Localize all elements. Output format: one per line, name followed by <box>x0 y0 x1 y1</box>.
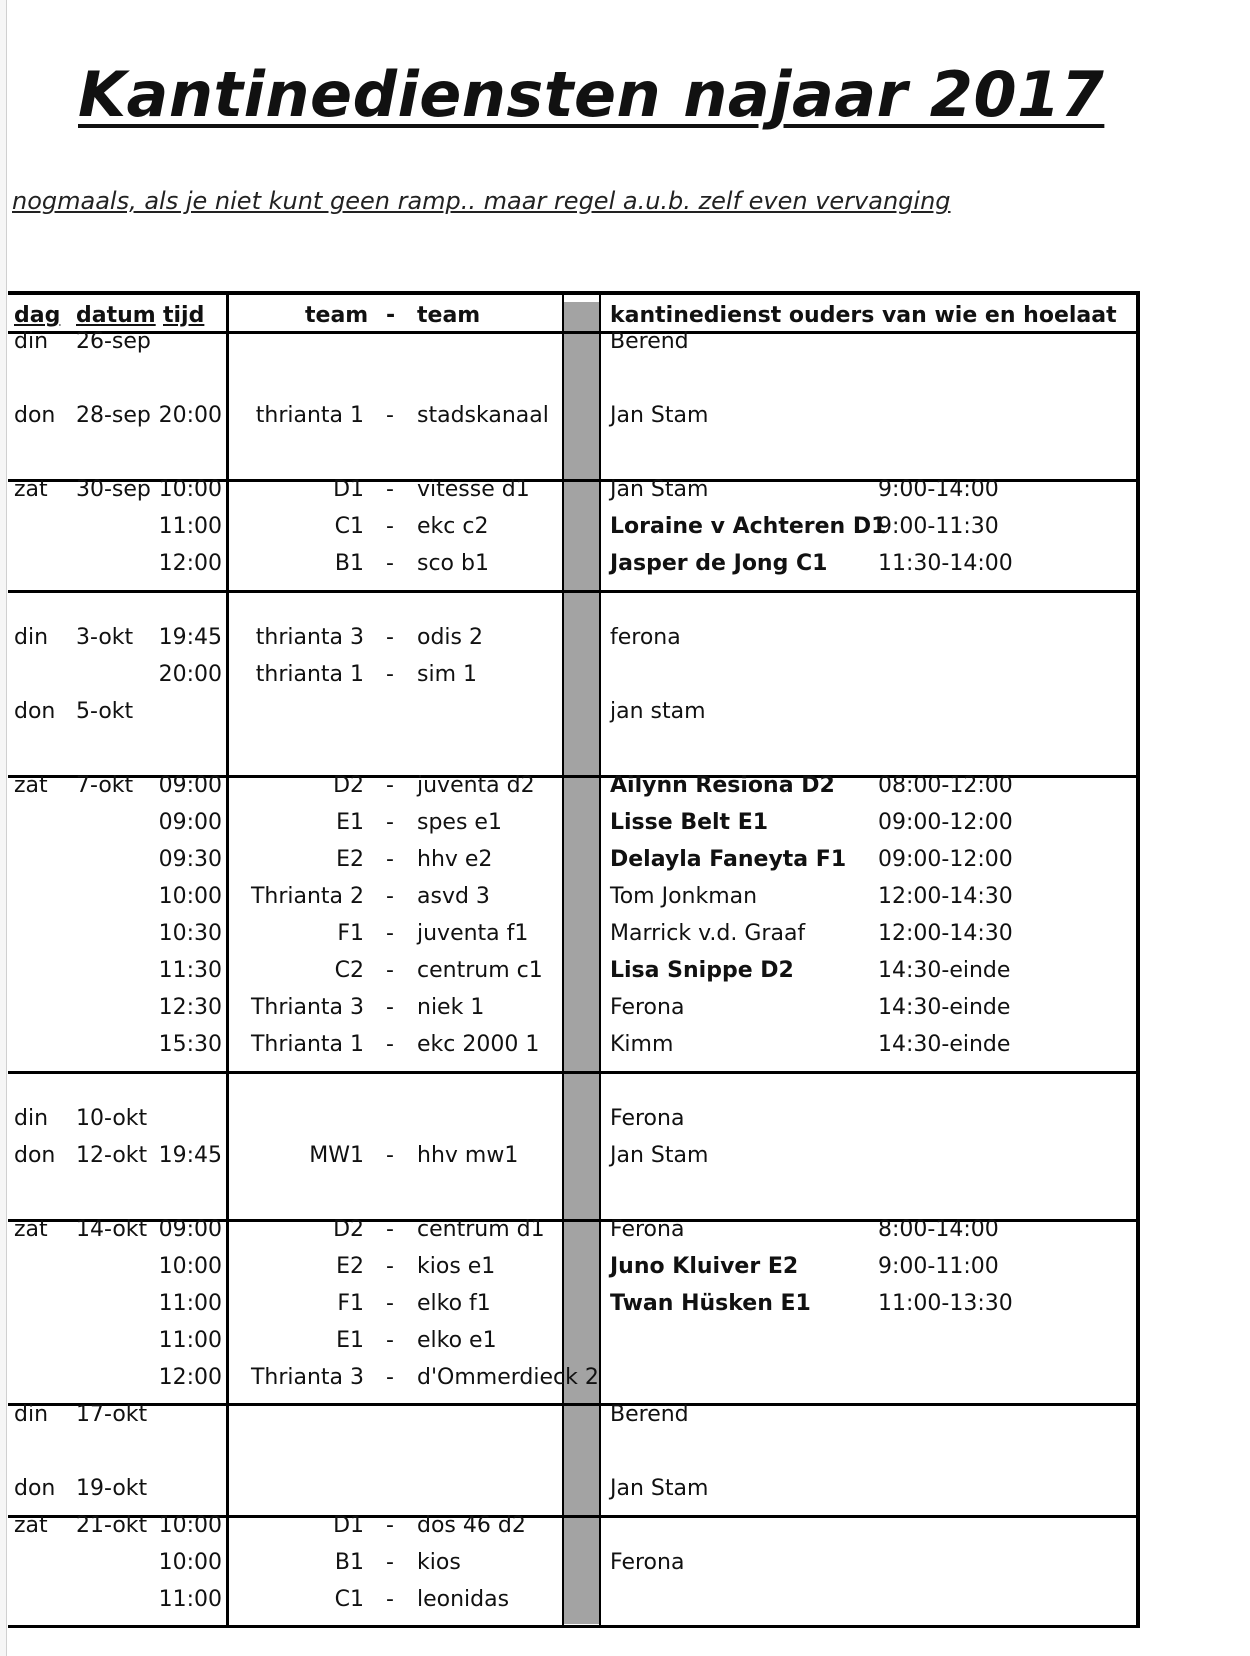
cell-team-home: E1 <box>336 810 364 835</box>
cell-dash: - <box>386 1328 394 1353</box>
cell-kantine-person: Jan Stam <box>610 1143 709 1168</box>
cell-kantine-person: Jan Stam <box>610 1476 709 1501</box>
cell-dash: - <box>386 1513 394 1538</box>
cell-dag: din <box>14 625 49 650</box>
cell-dash: - <box>386 810 394 835</box>
cell-dash: - <box>386 551 394 576</box>
cell-kantine-person: Jan Stam <box>610 403 709 428</box>
cell-kantine-person: Ferona <box>610 1217 685 1242</box>
cell-dash: - <box>386 995 394 1020</box>
cell-dash: - <box>386 514 394 539</box>
cell-kantine-time: 9:00-11:30 <box>878 514 999 539</box>
cell-team-away: hhv e2 <box>417 847 493 872</box>
cell-dag: don <box>14 1143 56 1168</box>
cell-team-home: E1 <box>336 1328 364 1353</box>
table-top-border <box>8 291 1140 295</box>
cell-team-away: stadskanaal <box>417 403 549 428</box>
cell-tijd: 10:00 <box>158 477 222 502</box>
cell-kantine-person: Twan Hüsken E1 <box>610 1291 811 1316</box>
cell-kantine-person: Loraine v Achteren D1 <box>610 514 887 539</box>
cell-team-home: thrianta 1 <box>255 662 364 687</box>
cell-team-away: centrum d1 <box>417 1217 545 1242</box>
header-dag: dag <box>14 303 61 328</box>
cell-datum: 30-sep <box>76 477 151 502</box>
cell-team-away: sim 1 <box>417 662 477 687</box>
cell-datum: 17-okt <box>76 1402 148 1427</box>
gray-separator-column <box>564 302 599 1624</box>
cell-kantine-person: ferona <box>610 625 681 650</box>
cell-dag: zat <box>14 477 48 502</box>
cell-team-home: D1 <box>333 1513 364 1538</box>
header-kantinedienst: kantinedienst ouders van wie en hoelaat <box>610 303 1117 328</box>
cell-datum: 10-okt <box>76 1106 148 1131</box>
cell-team-home: thrianta 1 <box>255 403 364 428</box>
cell-team-away: leonidas <box>417 1587 510 1612</box>
header-tijd: tijd <box>163 303 205 328</box>
cell-team-home: C1 <box>334 1587 364 1612</box>
cell-team-away: kios <box>417 1550 461 1575</box>
cell-dash: - <box>386 1365 394 1390</box>
group-divider <box>8 1403 1140 1406</box>
cell-team-home: Thrianta 3 <box>250 995 364 1020</box>
cell-tijd: 12:00 <box>158 551 222 576</box>
cell-kantine-time: 14:30-einde <box>878 958 1011 983</box>
cell-team-home: MW1 <box>309 1143 364 1168</box>
cell-dash: - <box>386 1587 394 1612</box>
cell-team-away: odis 2 <box>417 625 483 650</box>
cell-team-away: ekc 2000 1 <box>417 1032 540 1057</box>
cell-kantine-time: 12:00-14:30 <box>878 884 1013 909</box>
cell-dag: don <box>14 1476 56 1501</box>
cell-tijd: 10:30 <box>158 921 222 946</box>
cell-kantine-person: Berend <box>610 329 689 354</box>
cell-datum: 7-okt <box>76 773 134 798</box>
cell-tijd: 10:00 <box>158 1513 222 1538</box>
cell-kantine-person: Ferona <box>610 1550 685 1575</box>
group-divider <box>8 1071 1140 1074</box>
cell-kantine-time: 08:00-12:00 <box>878 773 1013 798</box>
cell-kantine-time: 8:00-14:00 <box>878 1217 999 1242</box>
cell-team-home: D1 <box>333 477 364 502</box>
cell-team-away: asvd 3 <box>417 884 490 909</box>
cell-datum: 26-sep <box>76 329 151 354</box>
cell-kantine-person: Marrick v.d. Graaf <box>610 921 806 946</box>
cell-tijd: 20:00 <box>158 662 222 687</box>
cell-kantine-time: 9:00-11:00 <box>878 1254 999 1279</box>
cell-datum: 12-okt <box>76 1143 148 1168</box>
cell-kantine-person: jan stam <box>610 699 706 724</box>
cell-dash: - <box>386 403 394 428</box>
cell-dash: - <box>386 1217 394 1242</box>
cell-dash: - <box>386 847 394 872</box>
cell-team-away: d'Ommerdieck 2 <box>417 1365 599 1390</box>
cell-team-home: Thrianta 3 <box>250 1365 364 1390</box>
cell-tijd: 19:45 <box>158 1143 222 1168</box>
cell-kantine-person: Ferona <box>610 1106 685 1131</box>
page-subtitle: nogmaals, als je niet kunt geen ramp.. maar regel a.u.b. zelf even vervanging <box>12 187 951 215</box>
cell-tijd: 11:00 <box>158 1587 222 1612</box>
cell-tijd: 11:00 <box>158 514 222 539</box>
cell-tijd: 12:30 <box>158 995 222 1020</box>
cell-tijd: 09:00 <box>158 810 222 835</box>
cell-tijd: 15:30 <box>158 1032 222 1057</box>
cell-team-home: E2 <box>336 1254 364 1279</box>
cell-kantine-time: 14:30-einde <box>878 995 1011 1020</box>
cell-tijd: 10:00 <box>158 1550 222 1575</box>
cell-dag: zat <box>14 773 48 798</box>
cell-kantine-person: Delayla Faneyta F1 <box>610 847 847 872</box>
cell-datum: 5-okt <box>76 699 134 724</box>
cell-kantine-person: Lisa Snippe D2 <box>610 958 794 983</box>
cell-tijd: 11:30 <box>158 958 222 983</box>
cell-dash: - <box>386 1143 394 1168</box>
cell-tijd: 12:00 <box>158 1365 222 1390</box>
table-right-border <box>1136 291 1140 1628</box>
cell-dag: din <box>14 329 49 354</box>
cell-team-home: F1 <box>337 921 364 946</box>
cell-kantine-time: 9:00-14:00 <box>878 477 999 502</box>
cell-team-away: elko e1 <box>417 1328 497 1353</box>
cell-tijd: 11:00 <box>158 1328 222 1353</box>
cell-team-home: D2 <box>333 773 364 798</box>
cell-team-home: B1 <box>334 551 364 576</box>
cell-team-home: C1 <box>334 514 364 539</box>
cell-dash: - <box>386 477 394 502</box>
cell-team-home: F1 <box>337 1291 364 1316</box>
cell-kantine-time: 14:30-einde <box>878 1032 1011 1057</box>
cell-kantine-person: Lisse Belt E1 <box>610 810 769 835</box>
cell-dag: zat <box>14 1513 48 1538</box>
cell-team-away: ekc c2 <box>417 514 489 539</box>
cell-kantine-time: 11:00-13:30 <box>878 1291 1013 1316</box>
page-title: Kantinediensten najaar 2017 <box>78 58 1105 131</box>
cell-tijd: 20:00 <box>158 403 222 428</box>
cell-team-home: D2 <box>333 1217 364 1242</box>
header-datum: datum <box>76 303 156 328</box>
table-bottom-border <box>8 1625 1140 1628</box>
cell-dash: - <box>386 921 394 946</box>
cell-dag: din <box>14 1402 49 1427</box>
cell-dash: - <box>386 1032 394 1057</box>
cell-team-away: sco b1 <box>417 551 489 576</box>
cell-kantine-time: 09:00-12:00 <box>878 847 1013 872</box>
cell-datum: 14-okt <box>76 1217 148 1242</box>
header-bottom-border <box>8 331 1140 334</box>
cell-dash: - <box>386 1254 394 1279</box>
cell-dag: don <box>14 699 56 724</box>
cell-datum: 28-sep <box>76 403 151 428</box>
cell-kantine-person: Jan Stam <box>610 477 709 502</box>
cell-datum: 19-okt <box>76 1476 148 1501</box>
cell-team-away: hhv mw1 <box>417 1143 519 1168</box>
cell-kantine-time: 12:00-14:30 <box>878 921 1013 946</box>
cell-tijd: 09:30 <box>158 847 222 872</box>
cell-dag: zat <box>14 1217 48 1242</box>
group-divider <box>8 590 1140 593</box>
cell-team-away: elko f1 <box>417 1291 491 1316</box>
column-divider-left <box>226 295 229 1627</box>
cell-team-away: niek 1 <box>417 995 485 1020</box>
column-divider-gray-right <box>599 295 601 1627</box>
cell-dash: - <box>386 773 394 798</box>
cell-kantine-person: Juno Kluiver E2 <box>610 1254 799 1279</box>
cell-team-away: juventa f1 <box>417 921 529 946</box>
cell-team-home: Thrianta 1 <box>250 1032 364 1057</box>
cell-dash: - <box>386 625 394 650</box>
cell-kantine-person: Ailynn Resiona D2 <box>610 773 835 798</box>
cell-team-away: vitesse d1 <box>417 477 530 502</box>
cell-kantine-person: Jasper de Jong C1 <box>610 551 828 576</box>
cell-dash: - <box>386 662 394 687</box>
cell-team-away: dos 46 d2 <box>417 1513 526 1538</box>
header-team-home: team <box>305 303 369 328</box>
cell-tijd: 10:00 <box>158 1254 222 1279</box>
cell-dash: - <box>386 1550 394 1575</box>
cell-team-home: C2 <box>334 958 364 983</box>
cell-tijd: 09:00 <box>158 1217 222 1242</box>
cell-team-away: juventa d2 <box>417 773 535 798</box>
cell-kantine-person: Kimm <box>610 1032 674 1057</box>
cell-team-home: E2 <box>336 847 364 872</box>
cell-tijd: 19:45 <box>158 625 222 650</box>
cell-datum: 3-okt <box>76 625 134 650</box>
cell-kantine-person: Berend <box>610 1402 689 1427</box>
cell-kantine-person: Ferona <box>610 995 685 1020</box>
cell-dash: - <box>386 1291 394 1316</box>
cell-tijd: 10:00 <box>158 884 222 909</box>
cell-team-home: B1 <box>334 1550 364 1575</box>
cell-team-home: Thrianta 2 <box>250 884 364 909</box>
cell-kantine-person: Tom Jonkman <box>610 884 758 909</box>
cell-datum: 21-okt <box>76 1513 148 1538</box>
cell-kantine-time: 09:00-12:00 <box>878 810 1013 835</box>
column-divider-gray-left <box>562 295 564 1627</box>
cell-tijd: 11:00 <box>158 1291 222 1316</box>
cell-team-away: spes e1 <box>417 810 502 835</box>
cell-tijd: 09:00 <box>158 773 222 798</box>
cell-dag: din <box>14 1106 49 1131</box>
cell-dash: - <box>386 884 394 909</box>
header-team-away: team <box>417 303 481 328</box>
cell-dag: don <box>14 403 56 428</box>
cell-team-away: kios e1 <box>417 1254 496 1279</box>
cell-kantine-time: 11:30-14:00 <box>878 551 1013 576</box>
header-dash: - <box>386 303 396 328</box>
cell-team-home: thrianta 3 <box>255 625 364 650</box>
cell-team-away: centrum c1 <box>417 958 543 983</box>
cell-dash: - <box>386 958 394 983</box>
